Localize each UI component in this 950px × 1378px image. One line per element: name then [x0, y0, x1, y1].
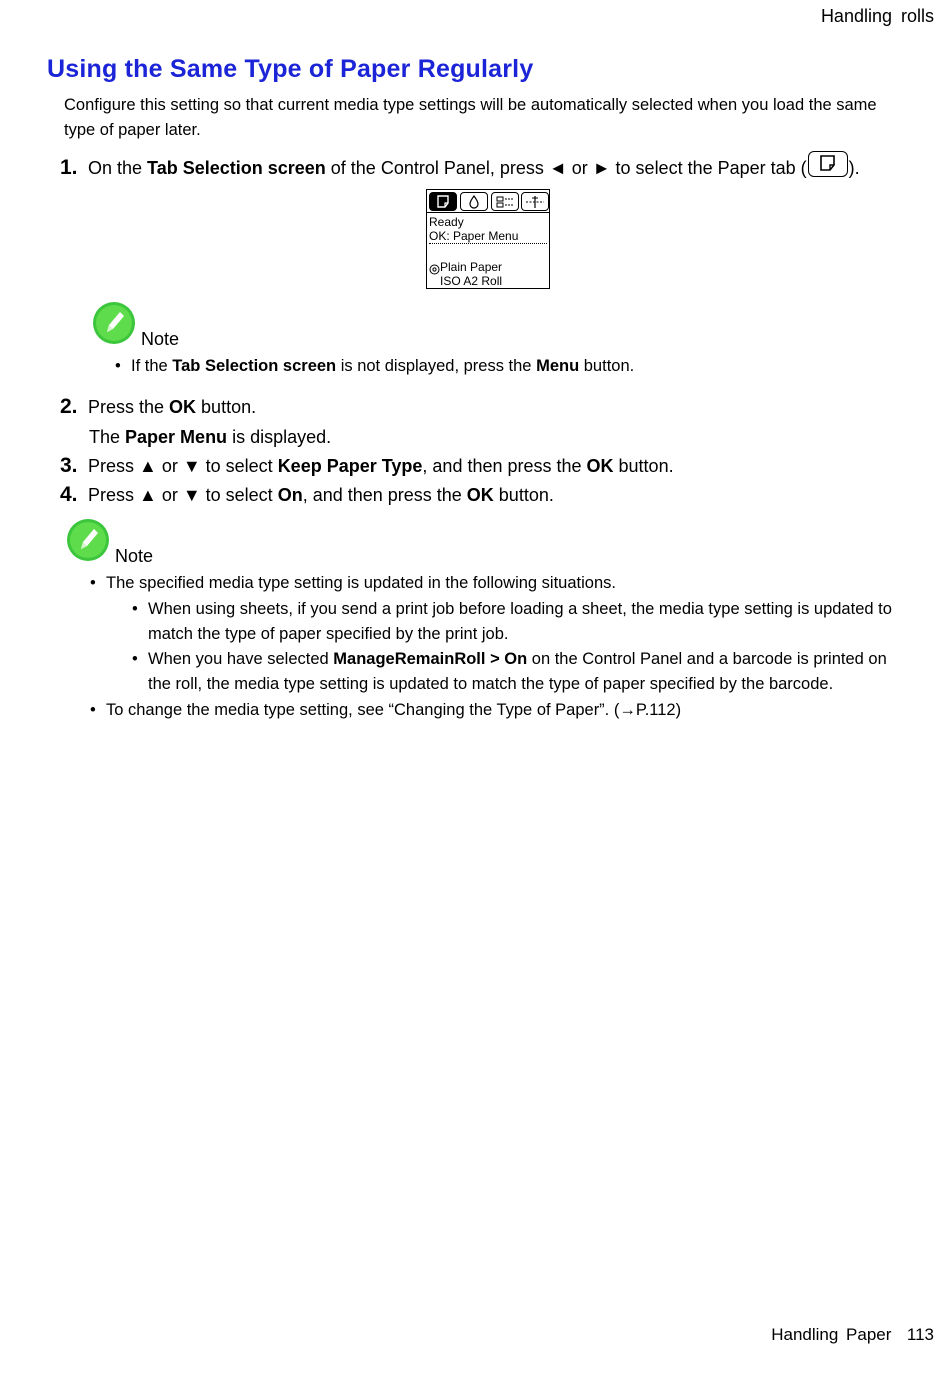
page-number: 113 — [906, 1325, 934, 1344]
note-bullet — [131, 354, 634, 379]
step-1 — [60, 151, 860, 180]
bullet-bold: Menu — [536, 357, 580, 375]
step-2 — [60, 395, 256, 419]
running-header: Handling rolls — [820, 6, 934, 26]
lcd-tab-bar — [429, 192, 547, 212]
step-bold: OK — [586, 456, 614, 476]
step-number: 3. — [60, 454, 78, 477]
step-4 — [60, 483, 554, 507]
step-bold: Paper Menu — [125, 427, 228, 447]
step-2-result — [89, 425, 331, 449]
step-text: , and then press the — [422, 456, 587, 476]
lcd-dotted-separator — [429, 243, 547, 244]
settings-tab-icon — [491, 192, 519, 211]
ink-tab-icon — [460, 192, 488, 211]
step-number: 2. — [60, 395, 78, 418]
step-text: Press the — [88, 397, 170, 417]
note-label: Note — [141, 329, 180, 349]
note-pencil-icon — [66, 518, 110, 562]
bullet-text: button. — [579, 357, 635, 375]
paper-tab-icon — [429, 192, 457, 211]
step-text: is displayed. — [227, 427, 332, 447]
bullet-bold: Tab Selection screen — [172, 357, 337, 375]
lcd-divider — [427, 212, 549, 213]
lcd-media-type: Plain Paper — [440, 260, 503, 274]
footer-section: Handling Paper — [771, 1325, 892, 1344]
step-text: , and then press the — [302, 485, 467, 505]
step-text: button. — [196, 397, 257, 417]
step-bold: Keep Paper Type — [277, 456, 423, 476]
page-footer — [771, 1325, 934, 1345]
step-text: Press ▲ or ▼ to select — [88, 485, 278, 505]
paper-tab-icon — [808, 151, 848, 177]
bullet-text: If the — [131, 357, 173, 375]
intro-paragraph: Configure this setting so that current media type settings will be automatically selected when you load the same type of paper later. — [64, 96, 877, 139]
note-pencil-icon — [92, 301, 136, 345]
note-label: Note — [115, 546, 154, 566]
step-3 — [60, 454, 674, 478]
step-bold: On — [277, 485, 303, 505]
bullet-bold: ManageRemainRoll > On — [333, 650, 528, 668]
note-bullet: • The specified media type setting is updated in the following situations. — [106, 571, 906, 596]
page-title: Using the Same Type of Paper Regularly — [47, 55, 534, 83]
bullet-text: on the Control Panel and a barcode is printed on the roll, the media type setting is updated to match the type of paper specified by the barcode. — [148, 650, 887, 693]
note-sub-bullet: • When using sheets, if you send a print job before loading a sheet, the media type setting is updated to match the type of paper specified by the print job. — [148, 597, 898, 647]
note-sub-bullet — [148, 647, 898, 697]
bullet-text: When you have selected — [148, 650, 334, 668]
step-bold: OK — [466, 485, 494, 505]
lcd-status: Ready — [429, 215, 464, 229]
step-text: The — [89, 427, 126, 447]
step-text: button. — [613, 456, 674, 476]
step-text: On the — [88, 158, 148, 178]
step-text: ). — [848, 158, 860, 178]
lcd-paper-size: ISO A2 Roll — [440, 274, 503, 288]
control-panel-display — [426, 189, 550, 289]
step-text: of the Control Panel, press ◄ or ► to select the Paper tab ( — [325, 158, 807, 178]
media-icon — [429, 264, 440, 275]
note-bullet-cross-reference[interactable]: • To change the media type setting, see “Changing the Type of Paper”. (→P.112) — [106, 698, 906, 723]
step-number: 1. — [60, 156, 78, 179]
lcd-hint: OK: Paper Menu — [429, 229, 519, 243]
step-bold: Tab Selection screen — [147, 158, 326, 178]
step-number: 4. — [60, 483, 78, 506]
step-text: button. — [493, 485, 554, 505]
bullet-text: is not displayed, press the — [336, 357, 537, 375]
step-bold: OK — [169, 397, 197, 417]
cutter-tab-icon — [521, 192, 549, 211]
step-text: Press ▲ or ▼ to select — [88, 456, 278, 476]
